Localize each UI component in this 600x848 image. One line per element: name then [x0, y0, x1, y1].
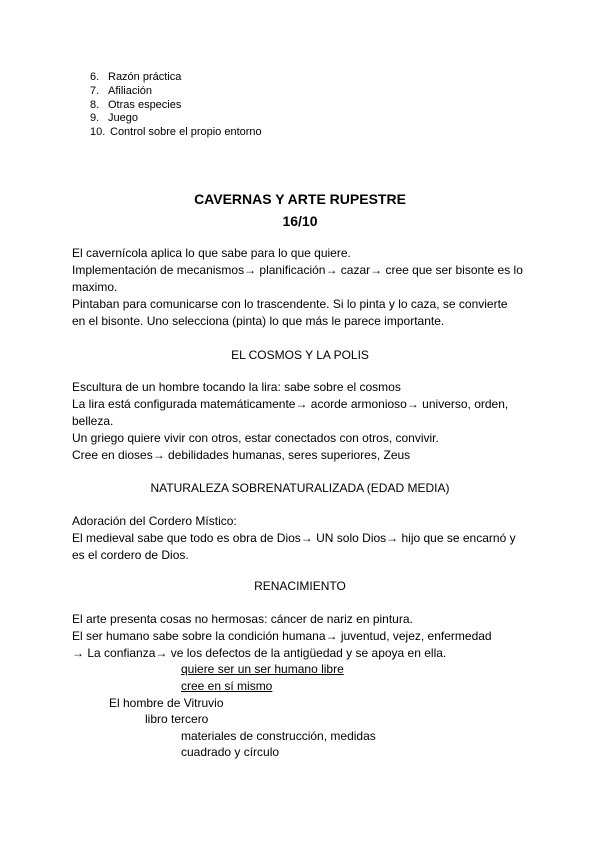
outline-item-vitruvio: El hombre de Vitruvio	[109, 696, 224, 710]
list-item: 7. Afiliación	[90, 84, 153, 97]
numbered-list	[90, 71, 262, 140]
list-item: 10. Control sobre el propio entorno	[90, 126, 262, 139]
medieval-paragraph: Adoración del Cordero Místico: El medieval sabe que todo es obra de Dios→ UN solo Dios→ hijo que se encarnó y es el cordero de Dios.	[72, 514, 516, 562]
outline-item-materiales: materiales de construcción, medidas	[181, 729, 376, 743]
cavernas-paragraph: El cavernícola aplica lo que sabe para lo que quiere. Implementación de mecanismos→ planificación→ cazar→ cree que ser bisonte es lo maximo. Pintaban para comunicarse con lo trascendente. Si lo pinta y lo caza, se convierte en el bisonte. Uno selecciona (pinta) lo que más le parece importante.	[72, 246, 523, 328]
section-heading-renacimiento: RENACIMIENTO	[254, 579, 346, 593]
page-date: 16/10	[282, 213, 318, 229]
underlined-note: quiere ser un ser humano libre	[181, 662, 344, 676]
page-title: CAVERNAS Y ARTE RUPESTRE	[194, 191, 406, 207]
cosmos-paragraph: Escultura de un hombre tocando la lira: sabe sobre el cosmos La lira está configurada matemáticamente→ acorde armonioso→ universo, orden, belleza. Un griego quiere vivir con otros, estar conectados con otros, convivir. Cree en dioses→ debilidades humanas, seres superiores, Zeus	[72, 380, 509, 462]
outline-item-cuadrado: cuadrado y círculo	[181, 745, 280, 759]
section-heading-cosmos: EL COSMOS Y LA POLIS	[231, 348, 369, 362]
list-item: 9. Juego	[90, 112, 138, 125]
section-heading-medieval: NATURALEZA SOBRENATURALIZADA (EDAD MEDIA)	[150, 481, 450, 495]
list-item: 6. Razón práctica	[90, 71, 182, 83]
renacimiento-paragraph: El arte presenta cosas no hermosas: cáncer de nariz en pintura. El ser humano sabe sobre la condición humana→ juventud, vejez, enfermedad → La confianza→ ve los defectos de la antigüedad y se apoya en ella.	[72, 612, 492, 660]
underlined-note: cree en sí mismo	[181, 679, 273, 693]
outline-item-libro: libro tercero	[145, 712, 209, 726]
list-item: 8. Otras especies	[90, 98, 182, 111]
